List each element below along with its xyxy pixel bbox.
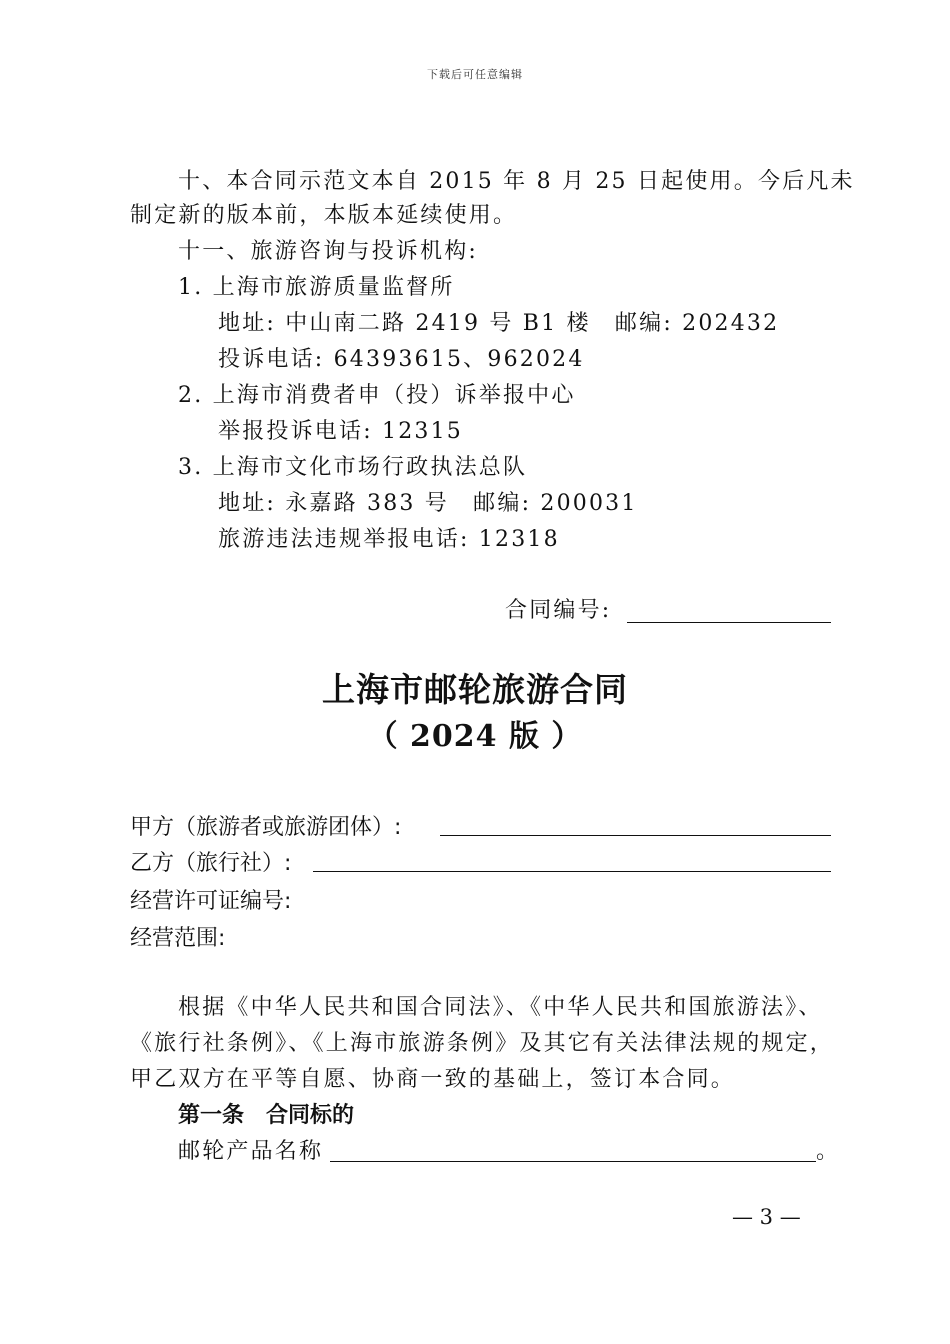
agency-3-address: 地址: 永嘉路 383 号 邮编: 200031 — [218, 491, 638, 516]
preamble-line-2: 《旅行社条例》、《上海市旅游条例》及其它有关法律法规的规定， — [130, 1031, 835, 1056]
cruise-product-label: 邮轮产品名称 — [178, 1139, 324, 1164]
preamble-line-3: 甲乙双方在平等自愿、协商一致的基础上，签订本合同。 — [130, 1067, 736, 1092]
agency-1-name: 1. 上海市旅游质量监督所 — [178, 275, 455, 300]
party-a-label: 甲方（旅游者或旅游团体）: — [130, 815, 402, 840]
preamble-line-1: 根据《中华人民共和国合同法》、《中华人民共和国旅游法》、 — [178, 995, 823, 1020]
party-a-blank[interactable] — [440, 835, 831, 836]
agency-3-phone: 旅游违法违规举报电话: 12318 — [218, 527, 560, 552]
agency-2-phone: 举报投诉电话: 12315 — [218, 419, 463, 444]
item-10-line-1: 十、本合同示范文本自 2015 年 8 月 25 日起使用。今后凡未 — [178, 169, 855, 194]
article-1-title: 第一条 合同标的 — [178, 1103, 355, 1128]
agency-1-address: 地址: 中山南二路 2419 号 B1 楼 邮编: 202432 — [218, 311, 780, 336]
cruise-product-period: 。 — [816, 1139, 841, 1164]
page-header: 下载后可任意编辑 — [427, 68, 523, 81]
cruise-product-blank[interactable] — [330, 1161, 816, 1162]
item-11-title: 十一、旅游咨询与投诉机构: — [178, 239, 479, 264]
item-10-line-2: 制定新的版本前，本版本延续使用。 — [130, 203, 518, 228]
page-number: — 3 — — [732, 1205, 801, 1229]
party-b-blank[interactable] — [313, 871, 831, 872]
party-b-label: 乙方（旅行社）: — [130, 851, 292, 876]
agency-2-name: 2. 上海市消费者申（投）诉举报中心 — [178, 383, 576, 408]
contract-number-blank[interactable] — [627, 622, 831, 623]
agency-1-phone: 投诉电话: 64393615、962024 — [218, 347, 585, 372]
document-edition: （ 2024 版 ） — [367, 719, 583, 754]
document-title: 上海市邮轮旅游合同 — [322, 670, 628, 709]
contract-number-label: 合同编号: — [505, 598, 612, 623]
license-number-label: 经营许可证编号: — [130, 889, 292, 914]
business-scope-label: 经营范围: — [130, 926, 226, 951]
agency-3-name: 3. 上海市文化市场行政执法总队 — [178, 455, 528, 480]
